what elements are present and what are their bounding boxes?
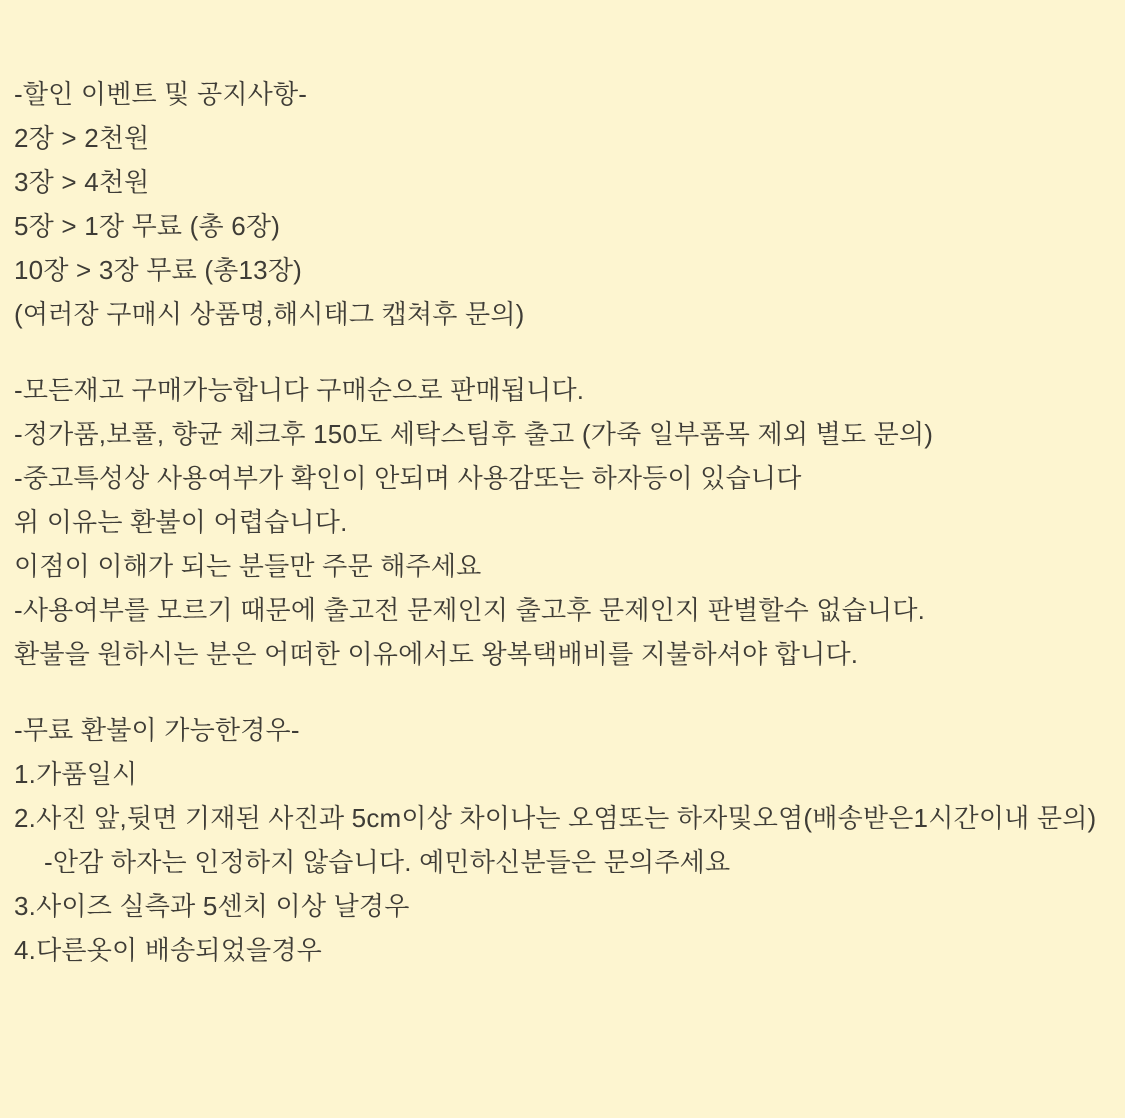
policy-stock: -모든재고 구매가능합니다 구매순으로 판매됩니다. <box>14 375 585 405</box>
blank-line-2 <box>14 676 1111 708</box>
policy-refund-difficult: 위 이유는 환불이 어렵습니다. <box>14 507 348 537</box>
notice-title: -할인 이벤트 및 공지사항- <box>14 79 308 109</box>
free-refund-title: -무료 환불이 가능한경우- <box>14 715 300 745</box>
refund-case-size-diff: 3.사이즈 실측과 5센치 이상 날경우 <box>14 891 410 921</box>
refund-lining-sub-note: -안감 하자는 인정하지 않습니다. 예민하신분들은 문의주세요 <box>44 847 731 877</box>
multi-purchase-note: (여러장 구매시 상품명,해시태그 캡쳐후 문의) <box>14 299 525 329</box>
blank-line-1 <box>14 336 1111 368</box>
discount-tier-3pcs: 3장 > 4천원 <box>14 167 150 197</box>
policy-return-shipping: 환불을 원하시는 분은 어떠한 이유에서도 왕복택배비를 지불하셔야 합니다. <box>14 639 859 669</box>
discount-tier-10pcs: 10장 > 3장 무료 (총13장) <box>14 255 302 285</box>
discount-tier-5pcs: 5장 > 1장 무료 (총 6장) <box>14 211 281 241</box>
refund-case-counterfeit: 1.가품일시 <box>14 759 138 789</box>
discount-tier-2pcs: 2장 > 2천원 <box>14 123 150 153</box>
policy-inspection: -정가품,보풀, 향균 체크후 150도 세탁스팀후 출고 (가죽 일부품목 제외 별도 문의) <box>14 419 934 449</box>
policy-usage-unknown: -사용여부를 모르기 때문에 출고전 문제인지 출고후 문제인지 판별할수 없습니다. <box>14 595 926 625</box>
refund-case-wrong-item: 4.다른옷이 배송되었을경우 <box>14 935 322 965</box>
policy-used-condition: -중고특성상 사용여부가 확인이 안되며 사용감또는 하자등이 있습니다 <box>14 463 802 493</box>
policy-order-agreement: 이점이 이해가 되는 분들만 주문 해주세요 <box>14 551 482 581</box>
refund-case-stain-defect: 2.사진 앞,뒷면 기재된 사진과 5cm이상 차이나는 오염또는 하자및오염(배송받은1시간이내 문의) <box>14 803 1097 833</box>
